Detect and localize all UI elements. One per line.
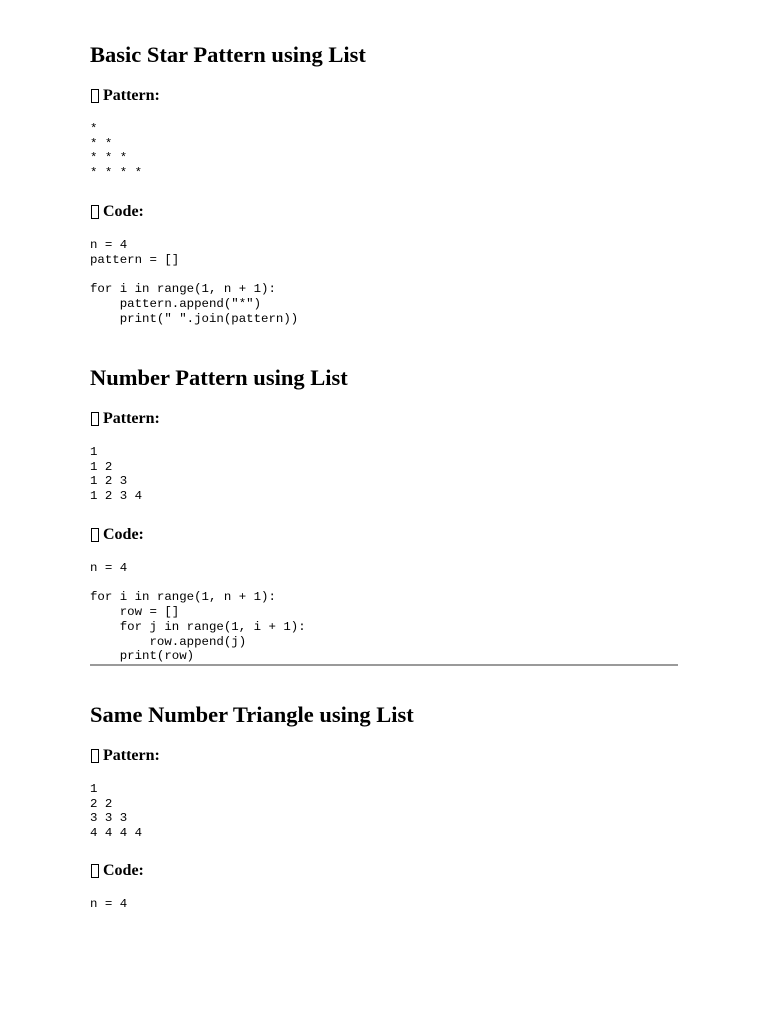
missing-glyph-icon — [91, 528, 99, 542]
missing-glyph-icon — [91, 749, 99, 763]
code-block: n = 4 — [90, 897, 128, 911]
section-title: Number Pattern using List — [90, 365, 348, 390]
section-title: Same Number Triangle using List — [90, 702, 414, 727]
pattern-heading — [90, 86, 160, 106]
code-heading-label: Code: — [103, 526, 144, 543]
pattern-heading-label: Pattern: — [103, 410, 160, 427]
pattern-heading-label: Pattern: — [103, 87, 160, 104]
code-heading-label: Code: — [103, 203, 144, 220]
missing-glyph-icon — [91, 412, 99, 426]
pattern-output: 1 1 2 1 2 3 1 2 3 4 — [90, 445, 143, 504]
code-block: n = 4 for i in range(1, n + 1): row = [] for j in range(1, i + 1): row.append(j) print(row) — [90, 561, 306, 664]
code-heading — [90, 861, 144, 881]
missing-glyph-icon — [91, 864, 99, 878]
code-heading — [90, 202, 144, 222]
missing-glyph-icon — [91, 89, 99, 103]
code-heading-label: Code: — [103, 862, 144, 879]
section-title: Basic Star Pattern using List — [90, 42, 366, 67]
code-block: n = 4 pattern = [] for i in range(1, n + 1): pattern.append("*") print(" ".join(pattern)) — [90, 238, 299, 326]
pattern-heading-label: Pattern: — [103, 747, 160, 764]
code-heading — [90, 525, 144, 545]
pattern-output: 1 2 2 3 3 3 4 4 4 4 — [90, 782, 143, 841]
missing-glyph-icon — [91, 205, 99, 219]
horizontal-divider — [90, 664, 678, 666]
pattern-heading — [90, 746, 160, 766]
pattern-output: * * * * * * * * * * — [90, 122, 143, 181]
pattern-heading — [90, 409, 160, 429]
